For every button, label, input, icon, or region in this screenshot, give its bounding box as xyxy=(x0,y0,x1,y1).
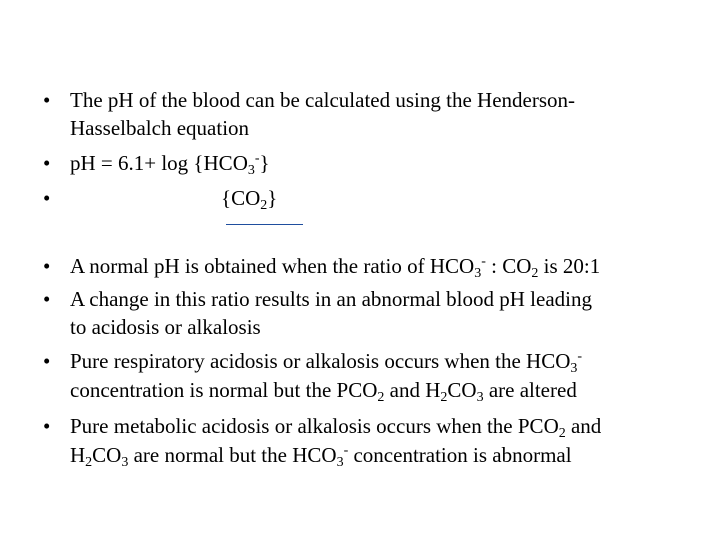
subscript: 2 xyxy=(377,390,385,405)
formula-denominator xyxy=(221,186,278,213)
bullet-4-text: A normal pH is obtained when the ratio of HCO xyxy=(70,254,475,278)
formula-numerator-text: pH = 6.1+ log {HCO xyxy=(70,151,248,175)
bullet-4-mid: : CO xyxy=(485,254,532,278)
subscript: 3 xyxy=(570,361,578,376)
bullet-7-line-2-mid: CO xyxy=(92,443,122,467)
bullet-7-line-1-end: and xyxy=(565,414,602,438)
subscript: 3 xyxy=(247,163,255,178)
subscript: 2 xyxy=(531,266,539,281)
bullet-marker: • xyxy=(43,287,51,311)
bullet-4-end: is 20:1 xyxy=(538,254,601,278)
bullet-7-line-2 xyxy=(70,443,572,470)
bullet-6-line-2-text: concentration is normal but the PCO xyxy=(70,378,378,402)
superscript: - xyxy=(343,443,349,458)
subscript: 3 xyxy=(476,390,484,405)
bullet-6-line-1-text: Pure respiratory acidosis or alkalosis occurs when the HCO xyxy=(70,349,571,373)
bullet-marker: • xyxy=(43,88,51,112)
bullet-5-line-1: A change in this ratio results in an abnormal blood pH leading xyxy=(70,287,592,311)
bullet-marker: • xyxy=(43,186,51,210)
bullet-7-line-1 xyxy=(70,414,602,441)
subscript: 2 xyxy=(440,390,448,405)
bullet-marker: • xyxy=(43,254,51,278)
fraction-divider xyxy=(226,224,303,225)
formula-denominator-text: {CO xyxy=(221,186,261,210)
subscript: 2 xyxy=(558,426,566,441)
bullet-1-line-1: The pH of the blood can be calculated using the Henderson- xyxy=(70,88,575,112)
bullet-6-line-2-mid: and H xyxy=(384,378,441,402)
bullet-6-line-2-mid2: CO xyxy=(447,378,477,402)
bullet-marker: • xyxy=(43,414,51,438)
formula-numerator-close: } xyxy=(259,151,270,175)
subscript: 3 xyxy=(121,455,129,470)
bullet-6-line-2 xyxy=(70,378,577,405)
subscript: 2 xyxy=(260,198,268,213)
bullet-marker: • xyxy=(43,349,51,373)
bullet-7-line-2-text: H xyxy=(70,443,86,467)
subscript: 3 xyxy=(336,455,344,470)
formula-denominator-close: } xyxy=(267,186,278,210)
superscript: - xyxy=(254,151,260,166)
bullet-marker: • xyxy=(43,151,51,175)
subscript: 2 xyxy=(85,455,93,470)
superscript: - xyxy=(481,254,486,269)
bullet-7-line-2-end: concentration is abnormal xyxy=(348,443,572,467)
bullet-7-line-1-text: Pure metabolic acidosis or alkalosis occurs when the PCO xyxy=(70,414,559,438)
bullet-6-line-2-end: are altered xyxy=(483,378,577,402)
bullet-4 xyxy=(70,254,601,281)
superscript: - xyxy=(577,349,583,364)
bullet-1-line-2: Hasselbalch equation xyxy=(70,116,250,140)
bullet-6-line-1 xyxy=(70,349,583,376)
formula-numerator xyxy=(70,151,270,178)
subscript: 3 xyxy=(474,266,482,281)
bullet-7-line-2-mid2: are normal but the HCO xyxy=(128,443,337,467)
bullet-5-line-2: to acidosis or alkalosis xyxy=(70,315,261,339)
